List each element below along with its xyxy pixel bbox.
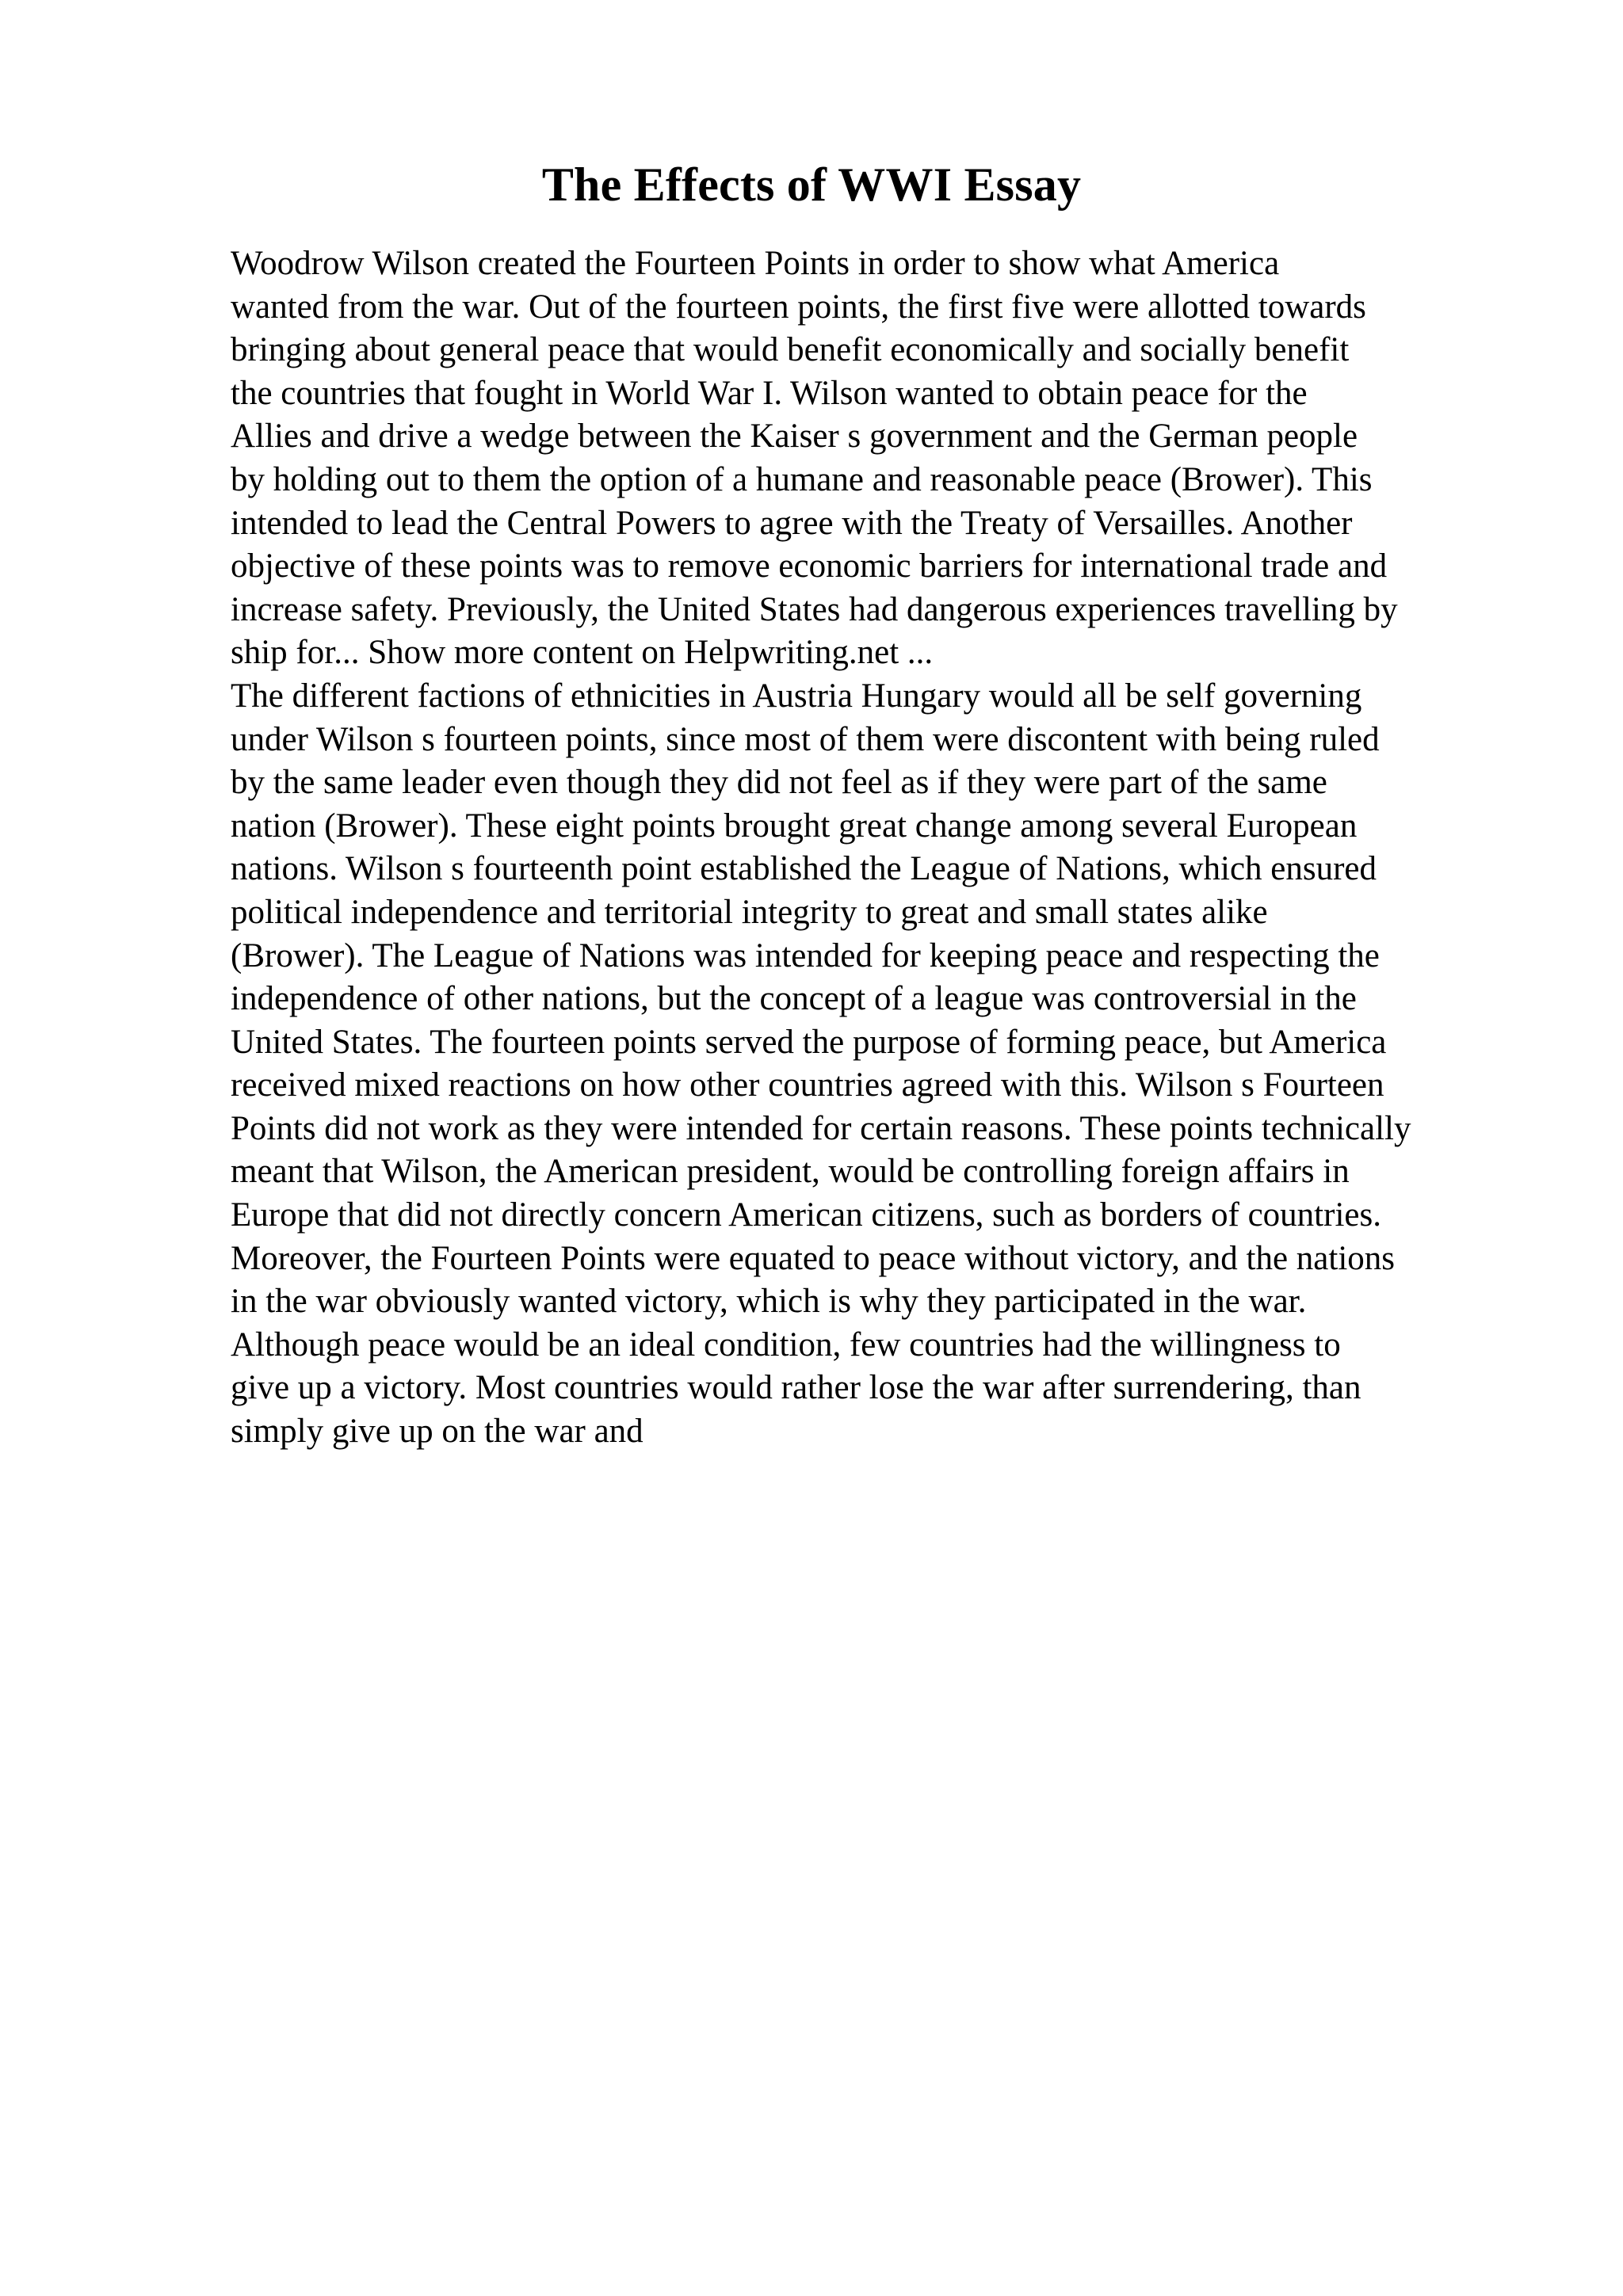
essay-line: Points did not work as they were intended for certain reasons. These points technically [231, 1109, 1411, 1147]
essay-line: The different factions of ethnicities in Austria Hungary would all be self governing [231, 677, 1362, 715]
essay-line: political independence and territorial integrity to great and small states alike [231, 893, 1268, 931]
essay-line: wanted from the war. Out of the fourteen points, the first five were allotted towards [231, 288, 1366, 326]
essay-line: received mixed reactions on how other countries agreed with this. Wilson s Fourteen [231, 1066, 1384, 1104]
essay-line: under Wilson s fourteen points, since most of them were discontent with being ruled [231, 720, 1380, 758]
show-more-line: ship for... Show more content on Helpwriting.net ... [231, 634, 934, 672]
essay-line: intended to lead the Central Powers to agree with the Treaty of Versailles. Another [231, 504, 1353, 542]
essay-line: simply give up on the war and [231, 1413, 643, 1451]
document-title: The Effects of WWI Essay [541, 158, 1082, 211]
essay-line: nations. Wilson s fourteenth point established the League of Nations, which ensured [231, 850, 1377, 888]
essay-line: meant that Wilson, the American president, would be controlling foreign affairs in [231, 1153, 1350, 1191]
essay-line: give up a victory. Most countries would rather lose the war after surrendering, than [231, 1369, 1361, 1407]
essay-line: Europe that did not directly concern American citizens, such as borders of countries. [231, 1196, 1381, 1234]
essay-line: Woodrow Wilson created the Fourteen Points in order to show what America [231, 245, 1280, 282]
essay-line: increase safety. Previously, the United States had dangerous experiences travelling by [231, 590, 1398, 628]
essay-line: United States. The fourteen points served the purpose of forming peace, but America [231, 1023, 1387, 1061]
essay-body [231, 242, 1623, 1454]
essay-line: nation (Brower). These eight points brought great change among several European [231, 807, 1358, 845]
essay-line: in the war obviously wanted victory, which is why they participated in the war. [231, 1283, 1307, 1321]
essay-line: Although peace would be an ideal condition, few countries had the willingness to [231, 1325, 1341, 1363]
essay-line: Allies and drive a wedge between the Kaiser s government and the German people [231, 418, 1358, 456]
essay-line: (Brower). The League of Nations was intended for keeping peace and respecting the [231, 936, 1380, 974]
essay-line: by the same leader even though they did not feel as if they were part of the same [231, 764, 1327, 802]
essay-line: the countries that fought in World War I. Wilson wanted to obtain peace for the [231, 374, 1308, 412]
essay-line: Moreover, the Fourteen Points were equated to peace without victory, and the nations [231, 1239, 1396, 1277]
essay-line: by holding out to them the option of a humane and reasonable peace (Brower). This [231, 460, 1373, 498]
essay-line: objective of these points was to remove economic barriers for international trade and [231, 547, 1388, 585]
essay-line: bringing about general peace that would benefit economically and socially benefit [231, 331, 1350, 369]
essay-line: independence of other nations, but the concept of a league was controversial in the [231, 980, 1357, 1018]
